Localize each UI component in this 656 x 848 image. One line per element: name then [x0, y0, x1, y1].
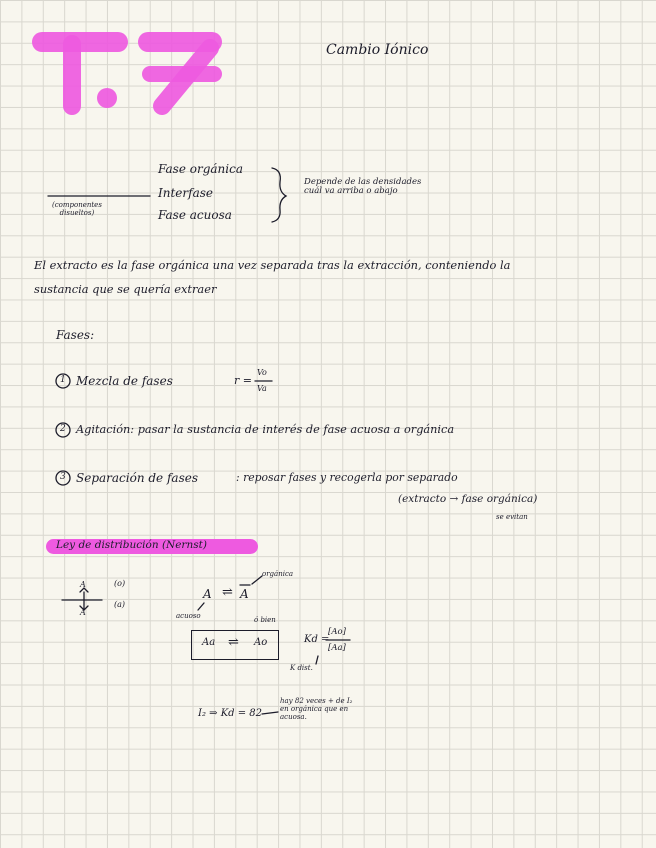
interface-label: Interfase	[158, 186, 213, 200]
aqueous-phase-label: Fase acuosa	[158, 208, 232, 222]
equilibrium-arrows: ⇌	[222, 585, 233, 600]
step-1-number: 1	[60, 375, 66, 385]
layer-a-bottom: A	[80, 608, 86, 617]
example-note: hay 82 veces + de I₂ en orgánica que en acuosa.	[280, 697, 353, 721]
step-1-numerator: Vo	[257, 368, 267, 377]
components-note: (componentes disueltos)	[52, 201, 102, 217]
kd-numerator: [Ao]	[328, 627, 346, 637]
step-2-number: 2	[60, 424, 66, 434]
example-equation: I₂ ⇒ Kd = 82	[198, 708, 263, 719]
kd-denominator: [Aa]	[328, 643, 346, 653]
org-layer-label: (o)	[114, 579, 126, 588]
box-left: Aa	[202, 637, 216, 648]
organic-phase-label: Fase orgánica	[158, 162, 243, 176]
kd-label: Kd =	[304, 634, 330, 645]
step-3-number: 3	[60, 472, 66, 482]
nernst-heading: Ley de distribución (Nernst)	[56, 539, 207, 551]
page-subtitle: Cambio Iónico	[326, 42, 429, 58]
step-1-formula: r =	[234, 374, 252, 387]
organic-note: orgánica	[262, 570, 294, 578]
box-right: Ao	[254, 637, 268, 648]
step-2-label: Agitación: pasar la sustancia de interés de fase acuosa a orgánica	[76, 423, 455, 436]
equilibrium-right: A	[240, 587, 249, 601]
step-3-sub2: se evitan	[496, 513, 528, 521]
step-1-denominator: Va	[257, 384, 267, 393]
step-3-label: Separación de fases	[76, 471, 198, 485]
aqueous-note: acuoso	[176, 612, 201, 620]
aq-layer-label: (a)	[114, 600, 126, 609]
or-note: ó bien	[254, 616, 276, 624]
density-note: Depende de las densidades cuál va arriba o abajo	[304, 177, 422, 196]
definition-line-2: sustancia que se quería extraer	[34, 282, 217, 296]
step-3-detail: : reposar fases y recogerla por separado	[236, 471, 458, 484]
box-arrows: ⇌	[228, 635, 239, 650]
step-1-label: Mezcla de fases	[76, 374, 173, 388]
step-3-sub: (extracto → fase orgánica)	[398, 493, 538, 505]
kd-note: K dist.	[290, 664, 313, 672]
definition-line-1: El extracto es la fase orgánica una vez separada tras la extracción, conteniendo la	[34, 258, 511, 272]
layer-a-top: A	[80, 580, 86, 589]
fases-heading: Fases:	[56, 328, 95, 342]
equilibrium-left: A	[203, 587, 212, 601]
